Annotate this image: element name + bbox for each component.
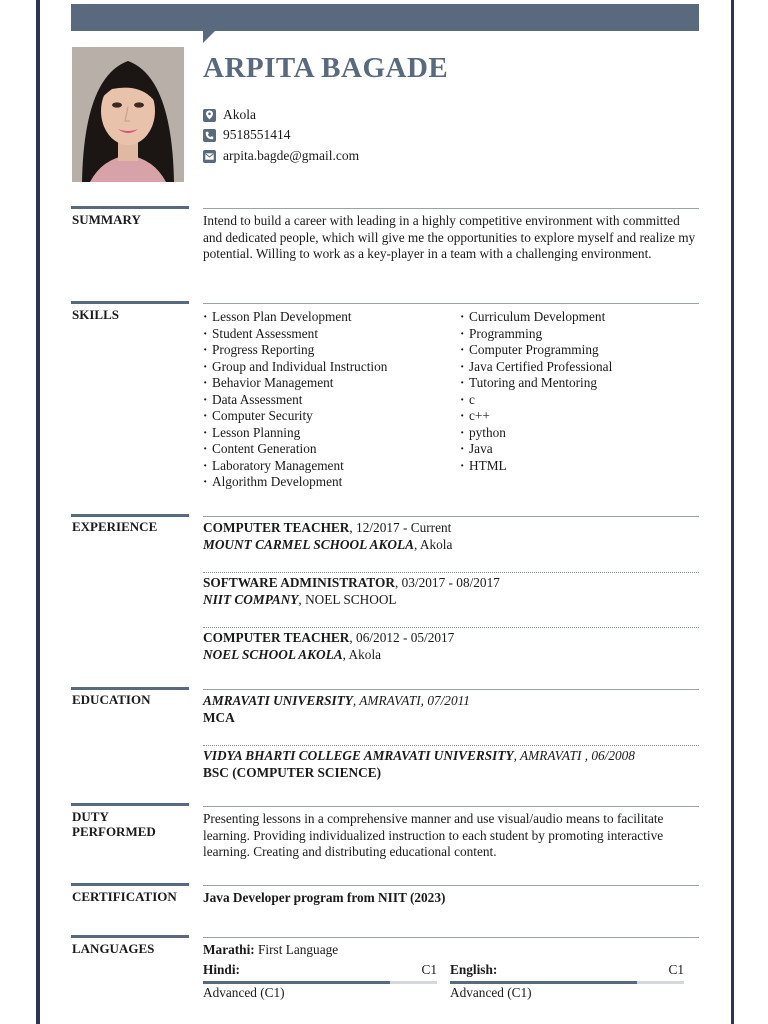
page-frame-left	[36, 0, 40, 1024]
certification-section-rule	[203, 885, 699, 886]
language-level-fill	[203, 981, 390, 984]
skill-item: · Java Certified Professional	[460, 359, 612, 376]
entry-divider	[203, 627, 699, 628]
email-text[interactable]: arpita.bagde@gmail.com	[223, 148, 360, 163]
language-level: C1	[668, 962, 684, 977]
duty-heading	[72, 809, 156, 839]
summary-section-rule	[203, 208, 699, 209]
language-item	[203, 962, 437, 978]
skill-item: · c++	[460, 408, 612, 425]
school-detail: , AMRAVATI, 07/2011	[352, 693, 470, 708]
skill-item: · Programming	[460, 326, 612, 343]
education-entry	[203, 747, 635, 781]
job-dates: , 03/2017 - 08/2017	[394, 575, 500, 590]
header-bar	[71, 4, 699, 31]
duty-text: Presenting lessons in a comprehensive manner and use visual/audio means to facilitate learning. Providing individualized instruction to each student by promoting interactive learning. Creating and distributing educational content.	[203, 811, 664, 859]
duty-section-bar	[71, 803, 189, 806]
languages-section-rule	[203, 937, 699, 938]
contact-email	[203, 148, 359, 164]
job-dates: , 06/2012 - 05/2017	[349, 630, 455, 645]
languages-heading: LANGUAGES	[72, 941, 155, 956]
skill-item: · Progress Reporting	[203, 342, 387, 359]
school-name: AMRAVATI UNIVERSITY	[203, 693, 353, 708]
skill-item: · Computer Programming	[460, 342, 612, 359]
skill-item: · Laboratory Management	[203, 458, 387, 475]
duty-heading-line1: DUTY	[72, 809, 109, 824]
skills-section-bar	[71, 301, 189, 304]
degree-name: BSC (COMPUTER SCIENCE)	[203, 765, 382, 780]
duty-heading-line2: PERFORMED	[72, 824, 156, 839]
skill-item: · Data Assessment	[203, 392, 387, 409]
experience-section-bar	[71, 514, 189, 517]
duty-section-rule	[203, 806, 699, 807]
envelope-icon	[203, 150, 216, 163]
certification-heading: CERTIFICATION	[72, 889, 177, 904]
language-desc: Advanced (C1)	[450, 985, 532, 1000]
education-heading: EDUCATION	[72, 692, 151, 707]
job-title: COMPUTER TEACHER	[203, 520, 350, 535]
language-level-fill	[450, 981, 637, 984]
entry-divider	[203, 745, 699, 746]
summary-text: Intend to build a career with leading in a highly competitive environment with committed and dedicated people, which will give me the opportunities to explore myself and realize my potential. Willing to work as a key-player in a team with a challenging environment.	[203, 213, 696, 261]
profile-photo	[72, 47, 184, 182]
skill-item: · Student Assessment	[203, 326, 387, 343]
employer-location: , Akola	[413, 537, 453, 552]
education-section-bar	[71, 687, 189, 690]
language-item	[450, 962, 684, 978]
job-dates: , 12/2017 - Current	[349, 520, 452, 535]
education-section-rule	[203, 689, 699, 690]
candidate-name: ARPITA BAGADE	[203, 52, 449, 84]
skills-heading: SKILLS	[72, 307, 119, 322]
education-entry	[203, 692, 470, 726]
language-level-bar	[450, 981, 684, 984]
skill-item: · Group and Individual Instruction	[203, 359, 387, 376]
school-detail: , AMRAVATI , 06/2008	[513, 748, 635, 763]
language-desc: Advanced (C1)	[203, 985, 285, 1000]
entry-divider	[203, 572, 699, 573]
summary-section-bar	[71, 206, 189, 209]
language-name: English:	[450, 962, 498, 977]
skill-item: · python	[460, 425, 612, 442]
skill-item: · Java	[460, 441, 612, 458]
skill-item: · HTML	[460, 458, 612, 475]
experience-heading: EXPERIENCE	[72, 519, 158, 534]
job-title: COMPUTER TEACHER	[203, 630, 350, 645]
degree-name: MCA	[203, 710, 235, 725]
native-language	[203, 941, 338, 958]
experience-entry	[203, 519, 452, 553]
page-frame-right	[731, 0, 734, 1024]
skill-item: · Algorithm Development	[203, 474, 387, 491]
contact-location	[203, 107, 256, 123]
contact-phone	[203, 127, 291, 143]
experience-entry	[203, 629, 454, 663]
skill-item: · Behavior Management	[203, 375, 387, 392]
employer-location: , NOEL SCHOOL	[298, 592, 397, 607]
location-text: Akola	[223, 107, 256, 122]
skills-list-left	[203, 309, 387, 491]
phone-text: 9518551414	[223, 127, 291, 142]
employer-location: , Akola	[342, 647, 382, 662]
language-level-bar	[203, 981, 437, 984]
skills-section-rule	[203, 303, 699, 304]
phone-icon	[203, 129, 216, 142]
language-name: Hindi:	[203, 962, 240, 977]
language-level: C1	[421, 962, 437, 977]
skill-item: · Lesson Plan Development	[203, 309, 387, 326]
skill-item: · Lesson Planning	[203, 425, 387, 442]
native-language-label: Marathi:	[203, 942, 255, 957]
school-name: VIDYA BHARTI COLLEGE AMRAVATI UNIVERSITY	[203, 748, 514, 763]
summary-heading: SUMMARY	[72, 212, 141, 227]
skills-list-right	[460, 309, 612, 474]
skill-item: · Computer Security	[203, 408, 387, 425]
languages-section-bar	[71, 935, 189, 938]
experience-entry	[203, 574, 500, 608]
skill-item: · Content Generation	[203, 441, 387, 458]
job-title: SOFTWARE ADMINISTRATOR	[203, 575, 395, 590]
location-pin-icon	[203, 109, 216, 122]
employer-name: NOEL SCHOOL AKOLA	[203, 647, 343, 662]
header-bar-notch	[203, 31, 215, 43]
employer-name: NIIT COMPANY	[203, 592, 299, 607]
certification-text: Java Developer program from NIIT (2023)	[203, 890, 446, 905]
certification-section-bar	[71, 883, 189, 886]
experience-section-rule	[203, 516, 699, 517]
skill-item: · Tutoring and Mentoring	[460, 375, 612, 392]
employer-name: MOUNT CARMEL SCHOOL AKOLA	[203, 537, 414, 552]
native-language-value: First Language	[254, 942, 339, 957]
skill-item: · Curriculum Development	[460, 309, 612, 326]
skill-item: · c	[460, 392, 612, 409]
